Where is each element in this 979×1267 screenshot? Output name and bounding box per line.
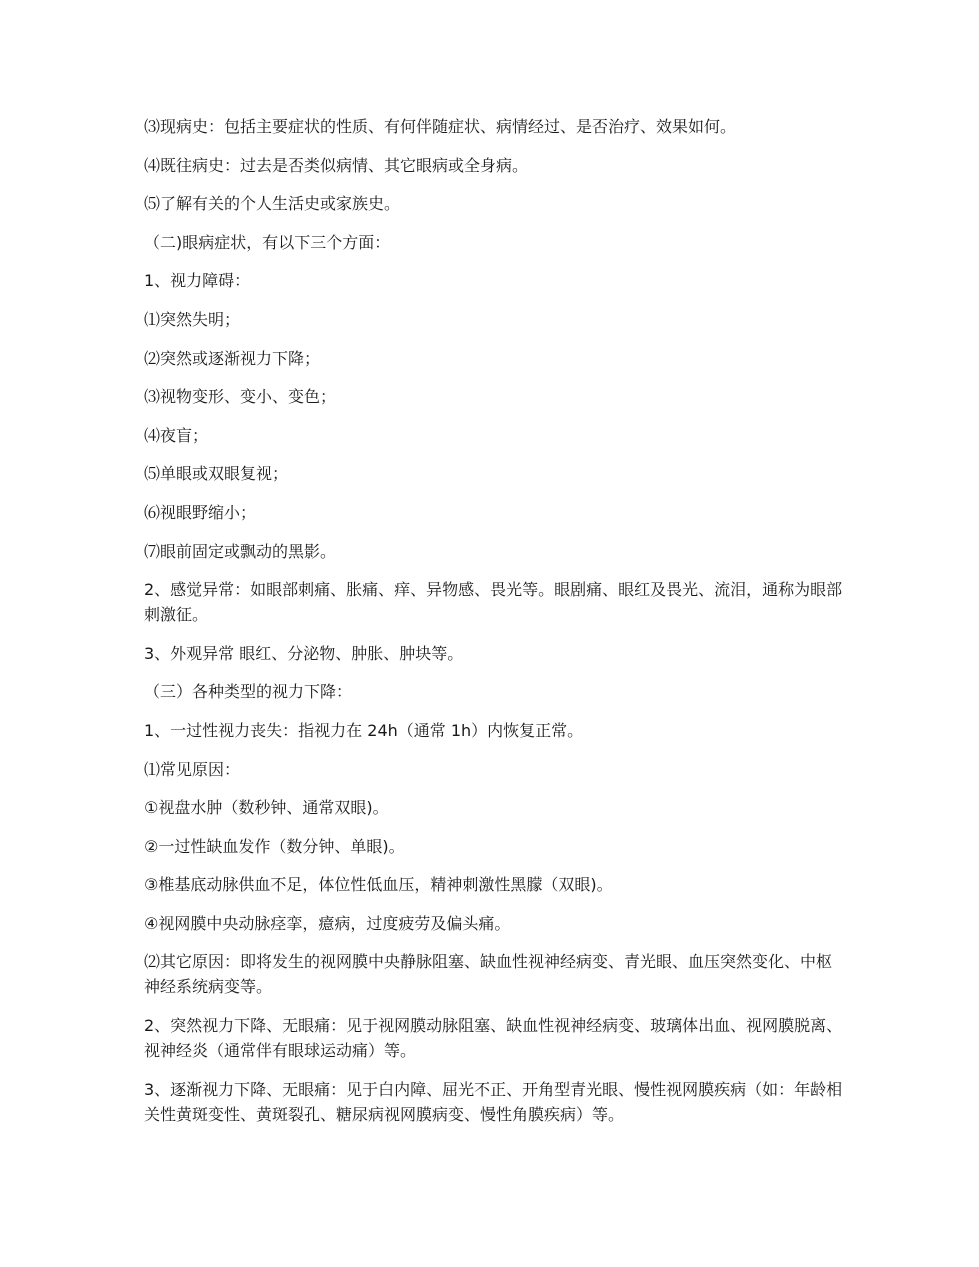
paragraph-other-causes: ⑵其它原因：即将发生的视网膜中央静脉阻塞、缺血性视神经病变、青光眼、血压突然变化、中枢神经系统病变等。 (144, 952, 833, 997)
list-item: ③椎基底动脉供血不足，体位性低血压，精神刺激性黑朦（双眼)。 (144, 875, 613, 895)
list-item: ⑸单眼或双眼复视； (144, 464, 289, 484)
paragraph-gradual-vision-loss: 3、逐渐视力下降、无眼痛：见于白内障、屈光不正、开角型青光眼、慢性视网膜疾病（如：年龄相关性黄斑变性、黄斑裂孔、糖尿病视网膜病变、慢性角膜疾病）等。 (144, 1079, 843, 1124)
list-item: ⑺眼前固定或飘动的黑影。 (144, 541, 337, 561)
list-item: ⑹视眼野缩小； (144, 502, 257, 522)
section-heading-vision-loss-types: （三）各种类型的视力下降： (144, 682, 353, 702)
list-item: ①视盘水肿（数秒钟、通常双眼)。 (144, 798, 389, 818)
subheading-vision-impairment: 1、视力障碍： (144, 271, 251, 291)
document-body (144, 114, 844, 1140)
paragraph-transient-vision-loss: 1、一过性视力丧失：指视力在 24h（通常 1h）内恢复正常。 (144, 720, 584, 740)
paragraph-sudden-vision-loss: 2、突然视力下降、无眼痛：见于视网膜动脉阻塞、缺血性视神经病变、玻璃体出血、视网膜脱离、视神经炎（通常伴有眼球运动痛）等。 (144, 1016, 843, 1061)
paragraph-sensory-abnormality: 2、感觉异常：如眼部刺痛、胀痛、痒、异物感、畏光等。眼剧痛、眼红及畏光、流泪，通称为眼部刺激征。 (144, 580, 843, 625)
subheading-common-causes: ⑴常见原因： (144, 759, 241, 779)
section-heading-eye-symptoms: （二)眼病症状，有以下三个方面： (144, 232, 391, 252)
paragraph-personal-family-history: ⑸了解有关的个人生活史或家族史。 (144, 194, 401, 214)
paragraph-history-present-illness: ⑶现病史：包括主要症状的性质、有何伴随症状、病情经过、是否治疗、效果如何。 (144, 117, 737, 136)
list-item: ⑷夜盲； (144, 425, 209, 445)
paragraph-past-history: ⑷既往病史：过去是否类似病情、其它眼病或全身病。 (144, 155, 529, 175)
list-item: ⑴突然失明； (144, 309, 241, 329)
list-item: ⑶视物变形、变小、变色； (144, 387, 337, 407)
paragraph-appearance-abnormality: 3、外观异常 眼红、分泌物、肿胀、肿块等。 (144, 643, 464, 663)
list-item: ②一过性缺血发作（数分钟、单眼)。 (144, 836, 405, 856)
list-item: ④视网膜中央动脉痉挛，癔病，过度疲劳及偏头痛。 (144, 913, 511, 933)
list-item: ⑵突然或逐渐视力下降； (144, 348, 321, 368)
